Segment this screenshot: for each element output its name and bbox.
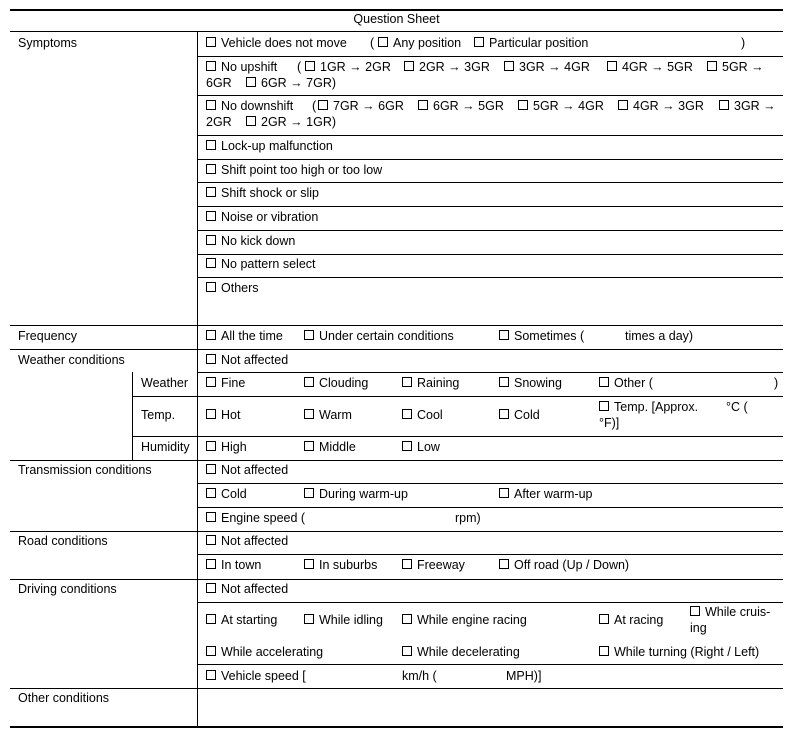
- raining-option[interactable]: [402, 376, 459, 391]
- divider: [10, 579, 783, 580]
- off-road-option[interactable]: [499, 558, 629, 573]
- checkbox[interactable]: [318, 100, 328, 110]
- row-line: [197, 602, 783, 603]
- row-line: [197, 372, 783, 373]
- upshift-2-3[interactable]: [404, 60, 490, 75]
- checkbox[interactable]: [402, 441, 412, 451]
- other-conditions-field[interactable]: [198, 689, 783, 725]
- row-line: [197, 206, 783, 207]
- option-label: Lock-up malfunction: [221, 139, 333, 153]
- engine-speed-option[interactable]: [206, 511, 305, 526]
- row-line: [197, 507, 783, 508]
- option-label: Particular position: [489, 36, 589, 50]
- weather-label: Weather conditions: [18, 353, 125, 367]
- checkbox[interactable]: [402, 409, 412, 419]
- row-line: [197, 230, 783, 231]
- divider: [10, 31, 783, 32]
- checkbox[interactable]: [206, 464, 216, 474]
- upshift-5-6[interactable]: [707, 60, 764, 75]
- others-option[interactable]: [206, 281, 259, 296]
- temp-unit-c: °C (: [726, 400, 748, 414]
- option-label: 5GR → 4GR: [533, 99, 604, 113]
- checkbox[interactable]: [206, 235, 216, 245]
- downshift-5-4[interactable]: [518, 99, 604, 114]
- checkbox[interactable]: [404, 61, 414, 71]
- checkbox[interactable]: [499, 330, 509, 340]
- option-label: Other (: [614, 376, 653, 390]
- downshift-7-6[interactable]: [318, 99, 404, 114]
- option-label: Clouding: [319, 376, 369, 390]
- open-paren: (: [370, 36, 375, 50]
- hot-option[interactable]: [206, 408, 240, 423]
- while-engine-racing-option[interactable]: [402, 613, 527, 628]
- during-warmup-option[interactable]: [304, 487, 408, 502]
- upshift-1-2[interactable]: [305, 60, 391, 75]
- noise-option[interactable]: [206, 210, 318, 225]
- sheet-title: Question Sheet: [353, 12, 440, 26]
- checkbox[interactable]: [304, 409, 314, 419]
- option-label: Not affected: [221, 582, 289, 596]
- checkbox[interactable]: [206, 61, 216, 71]
- checkbox[interactable]: [206, 187, 216, 197]
- kmh-label: km/h (: [402, 669, 437, 683]
- temp-approx-option[interactable]: [599, 400, 698, 415]
- option-label: Cold: [514, 408, 540, 422]
- upshift-6-7[interactable]: [246, 76, 336, 91]
- divider: [10, 531, 783, 532]
- mph-label: MPH)]: [506, 669, 542, 683]
- option-label: Hot: [221, 408, 241, 422]
- while-accelerating-option[interactable]: [206, 645, 323, 660]
- option-label: Vehicle speed [: [221, 669, 306, 683]
- high-option[interactable]: [206, 440, 247, 455]
- humidity-sub-label: Humidity: [141, 440, 190, 454]
- no-kick-option[interactable]: [206, 234, 295, 249]
- option-label: Middle: [319, 440, 356, 454]
- snowing-option[interactable]: [499, 376, 562, 391]
- checkbox[interactable]: [206, 614, 216, 624]
- checkbox[interactable]: [206, 377, 216, 387]
- transmission-label: Transmission conditions: [18, 463, 152, 477]
- no-downshift-option[interactable]: [206, 99, 293, 114]
- frequency-label: Frequency: [18, 329, 78, 343]
- option-label: While turning (Right / Left): [614, 645, 760, 659]
- other-conditions-label: Other conditions: [18, 691, 110, 705]
- option-label: Low: [417, 440, 440, 454]
- upshift-4-5[interactable]: [607, 60, 693, 75]
- checkbox[interactable]: [418, 100, 428, 110]
- checkbox[interactable]: [499, 559, 509, 569]
- option-label: No downshift: [221, 99, 294, 113]
- checkbox[interactable]: [206, 164, 216, 174]
- checkbox[interactable]: [206, 646, 216, 656]
- checkbox[interactable]: [402, 559, 412, 569]
- checkbox[interactable]: [719, 100, 729, 110]
- checkbox[interactable]: [474, 37, 484, 47]
- option-label: Shift shock or slip: [221, 186, 319, 200]
- checkbox[interactable]: [206, 583, 216, 593]
- vehicle-speed-option[interactable]: [206, 669, 306, 684]
- option-label: No pattern select: [221, 257, 316, 271]
- temp-unit-f: °F)]: [599, 416, 620, 430]
- downshift-4-3[interactable]: [618, 99, 704, 114]
- option-label: Others: [221, 281, 259, 295]
- checkbox[interactable]: [246, 77, 256, 87]
- option-label: Warm: [319, 408, 352, 422]
- option-label: While idling: [319, 613, 383, 627]
- option-label: 6GR → 7GR): [261, 76, 337, 90]
- bottom-border: [10, 726, 783, 728]
- option-label: Snowing: [514, 376, 562, 390]
- option-label: High: [221, 440, 247, 454]
- checkbox[interactable]: [206, 512, 216, 522]
- checkbox[interactable]: [499, 488, 509, 498]
- row-line: [197, 135, 783, 136]
- temp-sub-label: Temp.: [141, 408, 176, 422]
- option-label: While decelerating: [417, 645, 520, 659]
- rpm-label: rpm): [455, 511, 481, 525]
- other-weather-option[interactable]: [599, 376, 653, 391]
- option-label: In town: [221, 558, 262, 572]
- while-idling-option[interactable]: [304, 613, 383, 628]
- vehicle-not-move-option[interactable]: [206, 36, 347, 51]
- times-a-day: times a day): [625, 329, 694, 343]
- checkbox[interactable]: [246, 116, 256, 126]
- upshift-5-6-cont: 6GR: [206, 76, 232, 90]
- while-decelerating-option[interactable]: [402, 645, 520, 660]
- option-label: At starting: [221, 613, 278, 627]
- warm-option[interactable]: [304, 408, 352, 423]
- column-divider: [197, 31, 198, 726]
- trans-cold-option[interactable]: [206, 487, 247, 502]
- checkbox[interactable]: [206, 211, 216, 221]
- option-label: 7GR → 6GR: [333, 99, 404, 113]
- row-line: [197, 56, 783, 57]
- row-line: [132, 396, 783, 397]
- option-label: 2GR → 1GR): [261, 115, 337, 129]
- driving-label: Driving conditions: [18, 582, 117, 596]
- no-upshift-option[interactable]: [206, 60, 277, 75]
- option-label: Not affected: [221, 463, 289, 477]
- checkbox[interactable]: [206, 100, 216, 110]
- divider: [10, 325, 783, 326]
- option-label: All the time: [221, 329, 283, 343]
- checkbox[interactable]: [690, 606, 700, 616]
- while-cruising-cont: ing: [690, 621, 707, 635]
- checkbox[interactable]: [618, 100, 628, 110]
- option-label: While accelerating: [221, 645, 324, 659]
- checkbox[interactable]: [402, 614, 412, 624]
- middle-option[interactable]: [304, 440, 356, 455]
- option-label: While cruis-: [705, 605, 771, 619]
- cold-option[interactable]: [499, 408, 540, 423]
- checkbox[interactable]: [304, 441, 314, 451]
- driving-not-affected-option[interactable]: [206, 582, 288, 597]
- checkbox[interactable]: [305, 61, 315, 71]
- checkbox[interactable]: [206, 258, 216, 268]
- checkbox[interactable]: [206, 409, 216, 419]
- road-not-affected-option[interactable]: [206, 534, 288, 549]
- checkbox[interactable]: [607, 61, 617, 71]
- particular-position-option[interactable]: [474, 36, 588, 51]
- checkbox[interactable]: [304, 377, 314, 387]
- option-label: Off road (Up / Down): [514, 558, 630, 572]
- checkbox[interactable]: [304, 614, 314, 624]
- checkbox[interactable]: [206, 488, 216, 498]
- row-line: [197, 483, 783, 484]
- no-pattern-option[interactable]: [206, 257, 316, 272]
- option-label: In suburbs: [319, 558, 378, 572]
- lockup-option[interactable]: [206, 139, 333, 154]
- sometimes-option[interactable]: [499, 329, 584, 344]
- at-starting-option[interactable]: [206, 613, 277, 628]
- checkbox[interactable]: [206, 282, 216, 292]
- option-label: While engine racing: [417, 613, 527, 627]
- top-border: [10, 9, 783, 11]
- row-line: [197, 664, 783, 665]
- row-line: [197, 277, 783, 278]
- option-label: Any position: [393, 36, 462, 50]
- at-racing-option[interactable]: [599, 613, 663, 628]
- low-option[interactable]: [402, 440, 440, 455]
- option-label: During warm-up: [319, 487, 408, 501]
- checkbox[interactable]: [206, 37, 216, 47]
- checkbox[interactable]: [304, 330, 314, 340]
- divider: [10, 349, 783, 350]
- option-label: 3GR →: [734, 99, 776, 113]
- checkbox[interactable]: [599, 377, 609, 387]
- while-turning-option[interactable]: [599, 645, 759, 660]
- option-label: Vehicle does not move: [221, 36, 347, 50]
- option-label: Under certain conditions: [319, 329, 454, 343]
- sub-column-divider: [132, 372, 133, 460]
- option-label: After warm-up: [514, 487, 593, 501]
- option-label: Not affected: [221, 353, 289, 367]
- checkbox[interactable]: [206, 140, 216, 150]
- option-label: Freeway: [417, 558, 465, 572]
- option-label: Cold: [221, 487, 247, 501]
- row-line: [197, 159, 783, 160]
- divider: [10, 460, 783, 461]
- option-label: Fine: [221, 376, 246, 390]
- weather-sub-label: Weather: [141, 376, 189, 390]
- open-paren: (: [312, 99, 317, 113]
- checkbox[interactable]: [206, 535, 216, 545]
- checkbox[interactable]: [499, 377, 509, 387]
- shift-shock-option[interactable]: [206, 186, 319, 201]
- option-label: 2GR → 3GR: [419, 60, 490, 74]
- in-suburbs-option[interactable]: [304, 558, 377, 573]
- checkbox[interactable]: [599, 614, 609, 624]
- checkbox[interactable]: [402, 377, 412, 387]
- row-line: [197, 182, 783, 183]
- road-label: Road conditions: [18, 534, 108, 548]
- in-town-option[interactable]: [206, 558, 261, 573]
- checkbox[interactable]: [304, 559, 314, 569]
- downshift-3-2-cont: 2GR: [206, 115, 232, 129]
- symptoms-label: Symptoms: [18, 36, 78, 50]
- option-label: 5GR →: [722, 60, 764, 74]
- clouding-option[interactable]: [304, 376, 368, 391]
- freeway-option[interactable]: [402, 558, 465, 573]
- option-label: At racing: [614, 613, 664, 627]
- shift-point-option[interactable]: [206, 163, 382, 178]
- option-label: Sometimes (: [514, 329, 585, 343]
- option-label: Temp. [Approx.: [614, 400, 699, 414]
- option-label: Raining: [417, 376, 460, 390]
- upshift-3-4[interactable]: [504, 60, 590, 75]
- checkbox[interactable]: [304, 488, 314, 498]
- row-line: [197, 554, 783, 555]
- close-paren: ): [774, 376, 779, 390]
- option-label: Noise or vibration: [221, 210, 319, 224]
- weather-not-affected-option[interactable]: [206, 353, 288, 368]
- option-label: Cool: [417, 408, 443, 422]
- option-label: 4GR → 3GR: [633, 99, 704, 113]
- downshift-6-5[interactable]: [418, 99, 504, 114]
- option-label: 6GR → 5GR: [433, 99, 504, 113]
- row-line: [132, 436, 783, 437]
- downshift-2-1[interactable]: [246, 115, 336, 130]
- while-cruising-option[interactable]: [690, 605, 770, 620]
- downshift-3-2[interactable]: [719, 99, 776, 114]
- option-label: 1GR → 2GR: [320, 60, 391, 74]
- cool-option[interactable]: [402, 408, 443, 423]
- checkbox[interactable]: [206, 330, 216, 340]
- option-label: No upshift: [221, 60, 278, 74]
- checkbox[interactable]: [206, 670, 216, 680]
- checkbox[interactable]: [206, 441, 216, 451]
- checkbox[interactable]: [504, 61, 514, 71]
- checkbox[interactable]: [499, 409, 509, 419]
- any-position-option[interactable]: [378, 36, 461, 51]
- checkbox[interactable]: [518, 100, 528, 110]
- fine-option[interactable]: [206, 376, 245, 391]
- option-label: No kick down: [221, 234, 296, 248]
- option-label: 3GR → 4GR: [519, 60, 590, 74]
- row-line: [197, 95, 783, 96]
- open-paren: (: [297, 60, 302, 74]
- checkbox[interactable]: [206, 559, 216, 569]
- close-paren: ): [741, 36, 746, 50]
- all-time-option[interactable]: [206, 329, 283, 344]
- checkbox[interactable]: [206, 354, 216, 364]
- transmission-not-affected-option[interactable]: [206, 463, 288, 478]
- after-warmup-option[interactable]: [499, 487, 593, 502]
- checkbox[interactable]: [402, 646, 412, 656]
- option-label: 4GR → 5GR: [622, 60, 693, 74]
- checkbox[interactable]: [707, 61, 717, 71]
- under-certain-option[interactable]: [304, 329, 454, 344]
- option-label: Shift point too high or too low: [221, 163, 383, 177]
- option-label: Not affected: [221, 534, 289, 548]
- checkbox[interactable]: [599, 646, 609, 656]
- question-sheet: [10, 9, 783, 728]
- row-line: [197, 254, 783, 255]
- option-label: Engine speed (: [221, 511, 306, 525]
- checkbox[interactable]: [599, 401, 609, 411]
- checkbox[interactable]: [378, 37, 388, 47]
